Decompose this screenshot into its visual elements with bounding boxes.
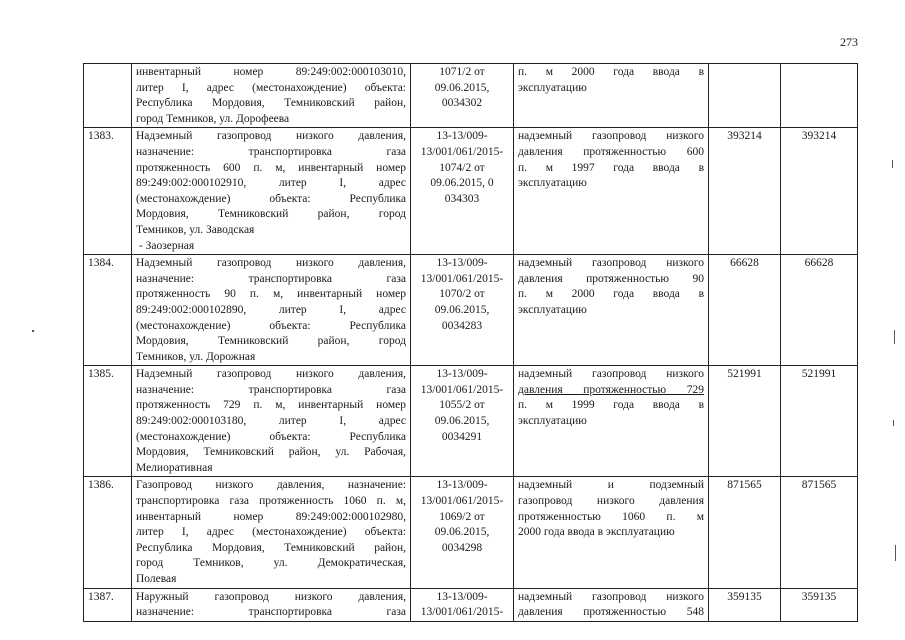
- text-line: Мордовия, Темниковский район, город: [136, 335, 406, 348]
- registry-table: [83, 63, 858, 622]
- text-line: 0034291: [441, 430, 483, 443]
- text-line: 13/001/061/2015-: [420, 272, 504, 285]
- text-line: (местонахождение) объекта: Республика: [136, 319, 406, 332]
- text-line: - Заозерная: [136, 239, 195, 252]
- text-line: давления протяженностью 90: [518, 272, 704, 285]
- text-line: 1055/2 от: [439, 399, 485, 412]
- row-number: [84, 64, 132, 128]
- value-1: [709, 64, 781, 128]
- text-line: 89:249:002:000102890, литер I, адрес: [136, 303, 406, 316]
- text-line: 0034302: [441, 97, 483, 110]
- text-line: 13-13/009-: [436, 257, 488, 270]
- value-1: 66628: [709, 255, 781, 366]
- text-line: Темников, ул. Дорожная: [136, 350, 256, 363]
- text-line: надземный и подземный: [518, 479, 704, 492]
- text-line: назначение: транспортировка газа: [136, 606, 406, 619]
- text-line: (местонахождение) объекта: Республика: [136, 192, 406, 205]
- text-line: п. м 1997 года ввода в: [518, 161, 704, 174]
- text-line: Газопровод низкого давления, назначение:: [136, 479, 406, 492]
- text-line: эксплуатацию: [518, 415, 587, 428]
- text-line: 034303: [444, 192, 480, 205]
- row-number: 1384.: [84, 255, 132, 366]
- text-line: транспортировка газа протяженность 1060 п. м,: [136, 495, 406, 508]
- object-description: [132, 366, 411, 477]
- object-description: [132, 588, 411, 621]
- row-number: 1383.: [84, 128, 132, 255]
- scan-artifact: [895, 545, 896, 561]
- text-line: 1071/2 от: [439, 66, 485, 78]
- text-line: 13/001/061/2015-: [420, 495, 504, 508]
- text-line: Республика Мордовия, Темниковский район,: [136, 97, 406, 110]
- text-line: надземный газопровод низкого: [518, 130, 704, 143]
- text-line: протяженностью 1060 п. м: [518, 510, 704, 523]
- registration-record: [411, 128, 514, 255]
- text-line: 09.06.2015, 0: [430, 177, 494, 190]
- text-line: эксплуатацию: [518, 303, 587, 316]
- row-number: 1385.: [84, 366, 132, 477]
- text-line: надземный газопровод низкого: [518, 590, 704, 603]
- object-description: [132, 64, 411, 128]
- object-description: [132, 477, 411, 588]
- object-characteristics: [514, 64, 709, 128]
- text-line: Наружный газопровод низкого давления,: [136, 590, 406, 603]
- text-line: надземный газопровод низкого: [518, 368, 704, 381]
- text-line: 1069/2 от: [439, 510, 485, 523]
- object-characteristics: [514, 255, 709, 366]
- text-line: 09.06.2015,: [434, 415, 490, 428]
- text-line: (местонахождение) объекта: Республика: [136, 430, 406, 443]
- value-2: 359135: [781, 588, 858, 621]
- text-line: Республика Мордовия, Темниковский район,: [136, 541, 406, 554]
- scan-artifact: [893, 420, 894, 426]
- value-2: 66628: [781, 255, 858, 366]
- value-2: [781, 64, 858, 128]
- text-line: 09.06.2015,: [434, 81, 490, 94]
- text-line: протяженность 729 п. м, инвентарный номер: [136, 399, 406, 412]
- text-line: инвентарный номер 89:249:002:000103010,: [136, 66, 406, 78]
- value-2: 393214: [781, 128, 858, 255]
- value-2: 521991: [781, 366, 858, 477]
- text-line: 13-13/009-: [436, 130, 488, 143]
- text-line: 13-13/009-: [436, 368, 488, 381]
- text-line: давления протяженностью 729: [518, 383, 704, 396]
- scan-artifact: [32, 330, 34, 332]
- text-line: 09.06.2015,: [434, 303, 490, 316]
- object-characteristics: [514, 588, 709, 621]
- text-line: давления протяженностью 548: [518, 606, 704, 619]
- page-number: 273: [840, 35, 858, 49]
- text-line: надземный газопровод низкого: [518, 257, 704, 270]
- text-line: Надземный газопровод низкого давления,: [136, 368, 406, 381]
- registration-record: [411, 255, 514, 366]
- value-1: 521991: [709, 366, 781, 477]
- text-line: 0034283: [441, 319, 483, 332]
- text-line: город Темников, ул. Демократическая,: [136, 557, 406, 570]
- text-line: 09.06.2015,: [434, 526, 490, 539]
- object-description: [132, 128, 411, 255]
- value-1: 359135: [709, 588, 781, 621]
- text-line: Мордовия, Темниковский район, город: [136, 208, 406, 221]
- text-line: 13/001/061/2015-: [420, 606, 504, 619]
- row-number: 1386.: [84, 477, 132, 588]
- text-line: 13/001/061/2015-: [420, 145, 504, 158]
- table-row: [84, 588, 858, 621]
- object-characteristics: [514, 366, 709, 477]
- object-characteristics: [514, 128, 709, 255]
- scan-artifact: [892, 160, 893, 168]
- text-line: Надземный газопровод низкого давления,: [136, 130, 406, 143]
- text-line: п. м 1999 года ввода в: [518, 399, 704, 412]
- table-row: [84, 255, 858, 366]
- text-line: эксплуатацию: [518, 81, 587, 94]
- text-line: Полевая: [136, 573, 177, 585]
- registration-record: [411, 477, 514, 588]
- text-line: 89:249:002:000103180, литер I, адрес: [136, 415, 406, 428]
- text-line: город Темников, ул. Дорофеева: [136, 112, 290, 125]
- text-line: 1074/2 от: [439, 161, 485, 174]
- registration-record: [411, 366, 514, 477]
- text-line: назначение: транспортировка газа: [136, 145, 406, 158]
- text-line: Темников, ул. Заводская: [136, 223, 255, 236]
- text-line: назначение: транспортировка газа: [136, 383, 406, 396]
- text-line: п. м 2000 года ввода в: [518, 288, 704, 301]
- text-line: 13-13/009-: [436, 479, 488, 492]
- row-number: 1387.: [84, 588, 132, 621]
- object-description: [132, 255, 411, 366]
- text-line: протяженность 90 п. м, инвентарный номер: [136, 288, 406, 301]
- text-line: 0034298: [441, 541, 483, 554]
- text-line: Мелиоративная: [136, 461, 213, 474]
- text-line: Надземный газопровод низкого давления,: [136, 257, 406, 270]
- text-line: 13-13/009-: [436, 590, 488, 603]
- scan-artifact: [894, 330, 895, 344]
- text-line: Мордовия, Темниковский район, ул. Рабочая,: [136, 446, 406, 459]
- value-1: 871565: [709, 477, 781, 588]
- text-line: п. м 2000 года ввода в: [518, 66, 704, 78]
- registration-record: [411, 64, 514, 128]
- text-line: литер I, адрес (местонахождение) объекта:: [136, 526, 406, 539]
- text-line: эксплуатацию: [518, 177, 587, 190]
- text-line: литер I, адрес (местонахождение) объекта:: [136, 81, 406, 94]
- text-line: газопровод низкого давления: [518, 495, 704, 508]
- table-row: [84, 128, 858, 255]
- registration-record: [411, 588, 514, 621]
- text-line: 13/001/061/2015-: [420, 383, 504, 396]
- table-row: [84, 64, 858, 128]
- text-line: 2000 года ввода в эксплуатацию: [518, 526, 675, 539]
- text-line: 1070/2 от: [439, 288, 485, 301]
- text-line: назначение: транспортировка газа: [136, 272, 406, 285]
- text-line: протяженность 600 п. м, инвентарный номер: [136, 161, 406, 174]
- text-line: давления протяженностью 600: [518, 145, 704, 158]
- value-2: 871565: [781, 477, 858, 588]
- table-row: [84, 366, 858, 477]
- object-characteristics: [514, 477, 709, 588]
- value-1: 393214: [709, 128, 781, 255]
- text-line: инвентарный номер 89:249:002:000102980,: [136, 510, 406, 523]
- text-line: 89:249:002:000102910, литер I, адрес: [136, 177, 406, 190]
- table-row: [84, 477, 858, 588]
